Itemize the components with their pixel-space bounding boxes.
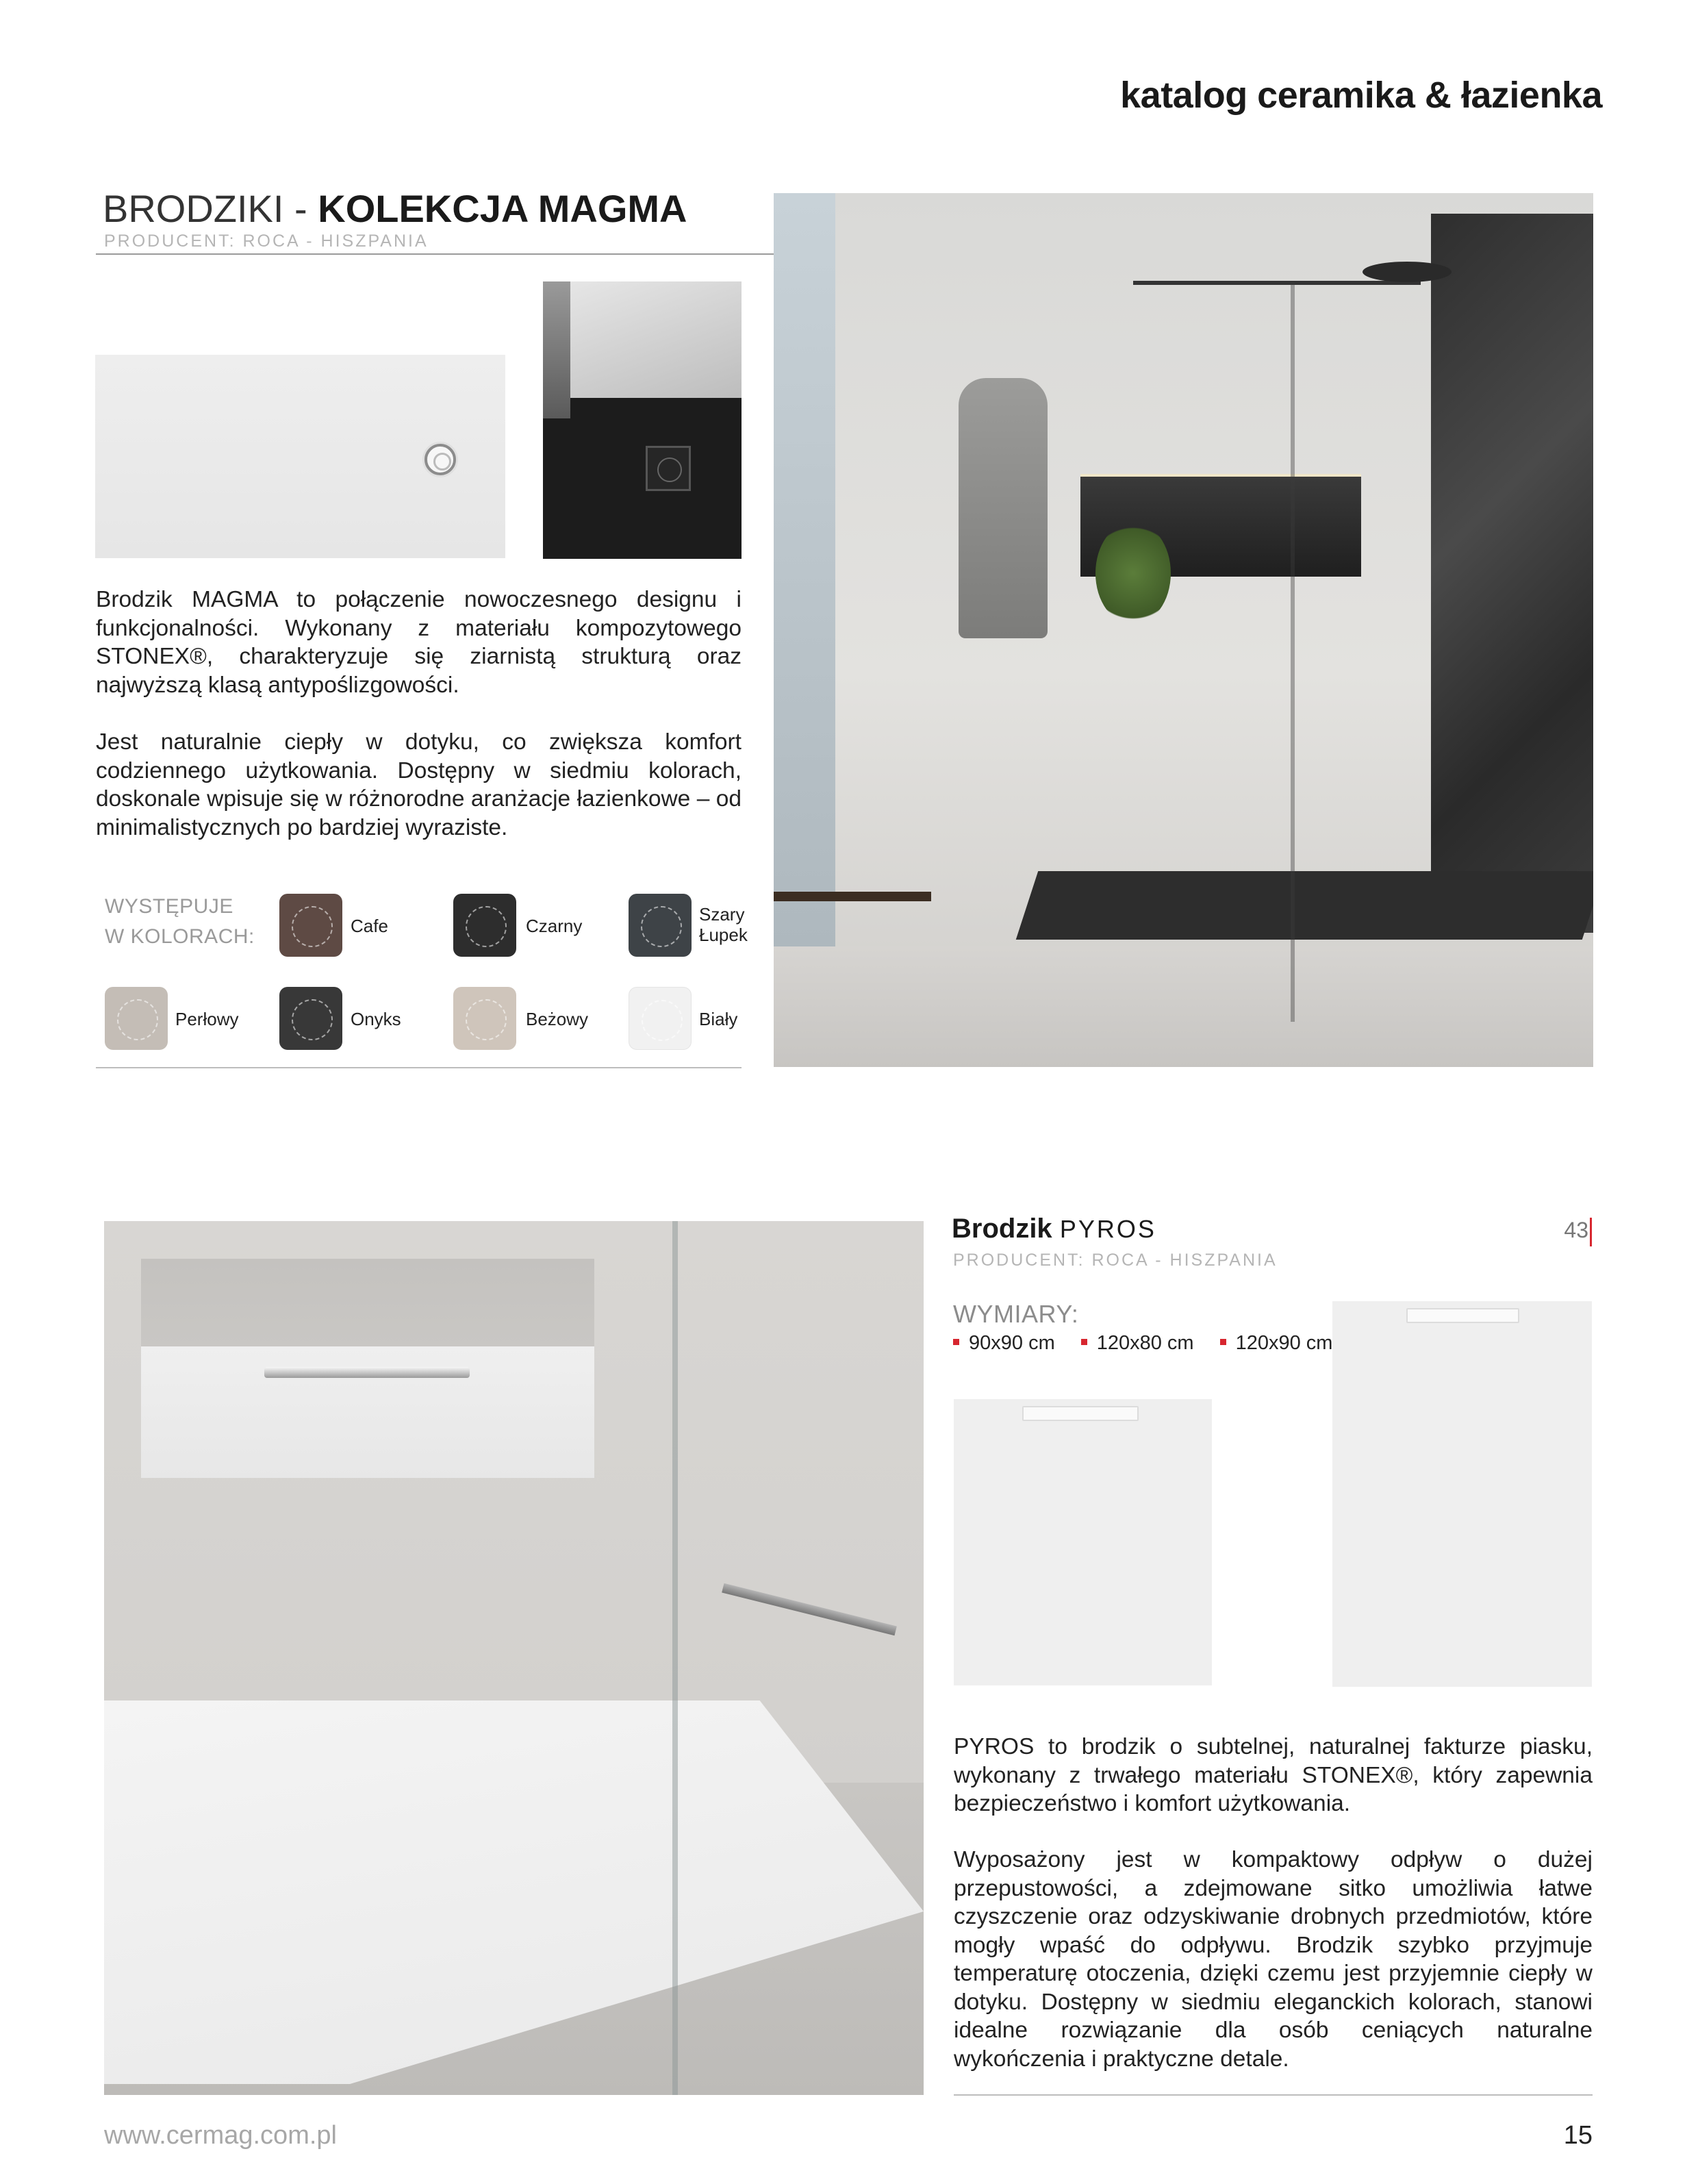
dimensions-list <box>953 1332 1332 1355</box>
footer-website-link[interactable]: www.cermag.com.pl <box>104 2121 337 2150</box>
color-swatch-onyks <box>279 987 342 1050</box>
colors-label-line-1: WYSTĘPUJE <box>105 895 233 918</box>
tray-drain-icon <box>424 444 456 475</box>
color-label-cafe: Cafe <box>351 916 388 936</box>
color-swatch-perlowy <box>105 987 168 1050</box>
magma-description-2: Jest naturalnie ciepły w dotyku, co zwiększa komfort codziennego użytkowania. Dostępny w siedmiu kolorach, doskonale wpisuje się w różnorodne aranżacje łazienkowe – od minimalistycznych po bardziej wyraziste. <box>96 729 742 840</box>
pyros-drain-detail-inset <box>141 1259 594 1478</box>
color-label-czarny: Czarny <box>526 916 583 936</box>
magma-tray-detail-image <box>543 281 742 559</box>
pyros-description-2: Wyposażony jest w kompaktowy odpływ o dużej przepustowości, a zdejmowane sitko umożliwia łatwe czyszczenie oraz odzyskiwanie drobnych przedmiotów, które mogły wpaść do odpływu. Brodzik szybko przyjmuje temperaturę otoczenia, dzięki czemu jest przyjemnie ciepły w dotyku. Dostępny w siedmiu eleganckich kolorach, stanowi idealne rozwiązanie dla osób ceniących naturalne wykończenia i praktyczne detale. <box>954 1847 1593 2072</box>
pyros-catalog-number: 43 <box>1564 1218 1588 1242</box>
magma-heading-divider <box>96 253 774 255</box>
color-label-szary-lupek: Szary Łupek <box>699 904 748 945</box>
footer-page-number: 15 <box>1563 2121 1593 2150</box>
pyros-title-type: Brodzik <box>952 1214 1052 1244</box>
color-label-onyks: Onyks <box>351 1009 401 1029</box>
color-label-bialy: Biały <box>699 1009 738 1029</box>
color-label-bezowy: Beżowy <box>526 1009 589 1029</box>
magma-producer: PRODUCENT: ROCA - HISZPANIA <box>104 231 429 251</box>
catalog-title: katalog ceramika & łazienka <box>1120 75 1602 116</box>
dimension-item: 120x90 cm <box>1220 1332 1333 1355</box>
magma-bottom-divider <box>96 1067 742 1068</box>
magma-heading-collection: KOLEKCJA MAGMA <box>318 187 687 230</box>
pyros-title-name: PYROS <box>1059 1215 1156 1243</box>
dimension-item: 90x90 cm <box>953 1332 1055 1355</box>
color-swatch-cafe <box>279 894 342 957</box>
magma-shower-photo <box>774 193 1593 1067</box>
pyros-tray-large-image <box>1332 1301 1592 1687</box>
color-swatch-szary-lupek <box>629 894 692 957</box>
color-label-perlowy: Perłowy <box>175 1009 239 1029</box>
pyros-shower-photo <box>104 1221 924 2095</box>
pyros-tray-small-image <box>954 1399 1212 1685</box>
pyros-bottom-divider <box>954 2094 1593 2096</box>
pyros-accent-bar <box>1590 1218 1592 1246</box>
colors-label-line-2: W KOLORACH: <box>105 925 255 948</box>
color-swatch-bezowy <box>453 987 516 1050</box>
dimensions-label: WYMIARY: <box>953 1300 1079 1328</box>
dimension-item: 120x80 cm <box>1081 1332 1194 1355</box>
color-swatch-czarny <box>453 894 516 957</box>
pyros-producer: PRODUCENT: ROCA - HISZPANIA <box>953 1251 1278 1270</box>
colors-label <box>105 892 255 952</box>
pyros-description-1: PYROS to brodzik o subtelnej, naturalnej fakturze piasku, wykonany z trwałego materiału STONEX®, który zapewnia bezpieczeństwo i komfort użytkowania. <box>954 1734 1593 1816</box>
pyros-title <box>952 1214 1156 1244</box>
magma-heading-category: BRODZIKI - <box>103 187 307 230</box>
color-swatch-bialy <box>629 987 692 1050</box>
magma-heading <box>103 186 687 231</box>
magma-description-1: Brodzik MAGMA to połączenie nowoczesnego designu i funkcjonalności. Wykonany z materiału kompozytowego STONEX®, charakteryzuje się ziarnistą strukturą oraz najwyższą klasą antypoślizgowości. <box>96 587 742 698</box>
